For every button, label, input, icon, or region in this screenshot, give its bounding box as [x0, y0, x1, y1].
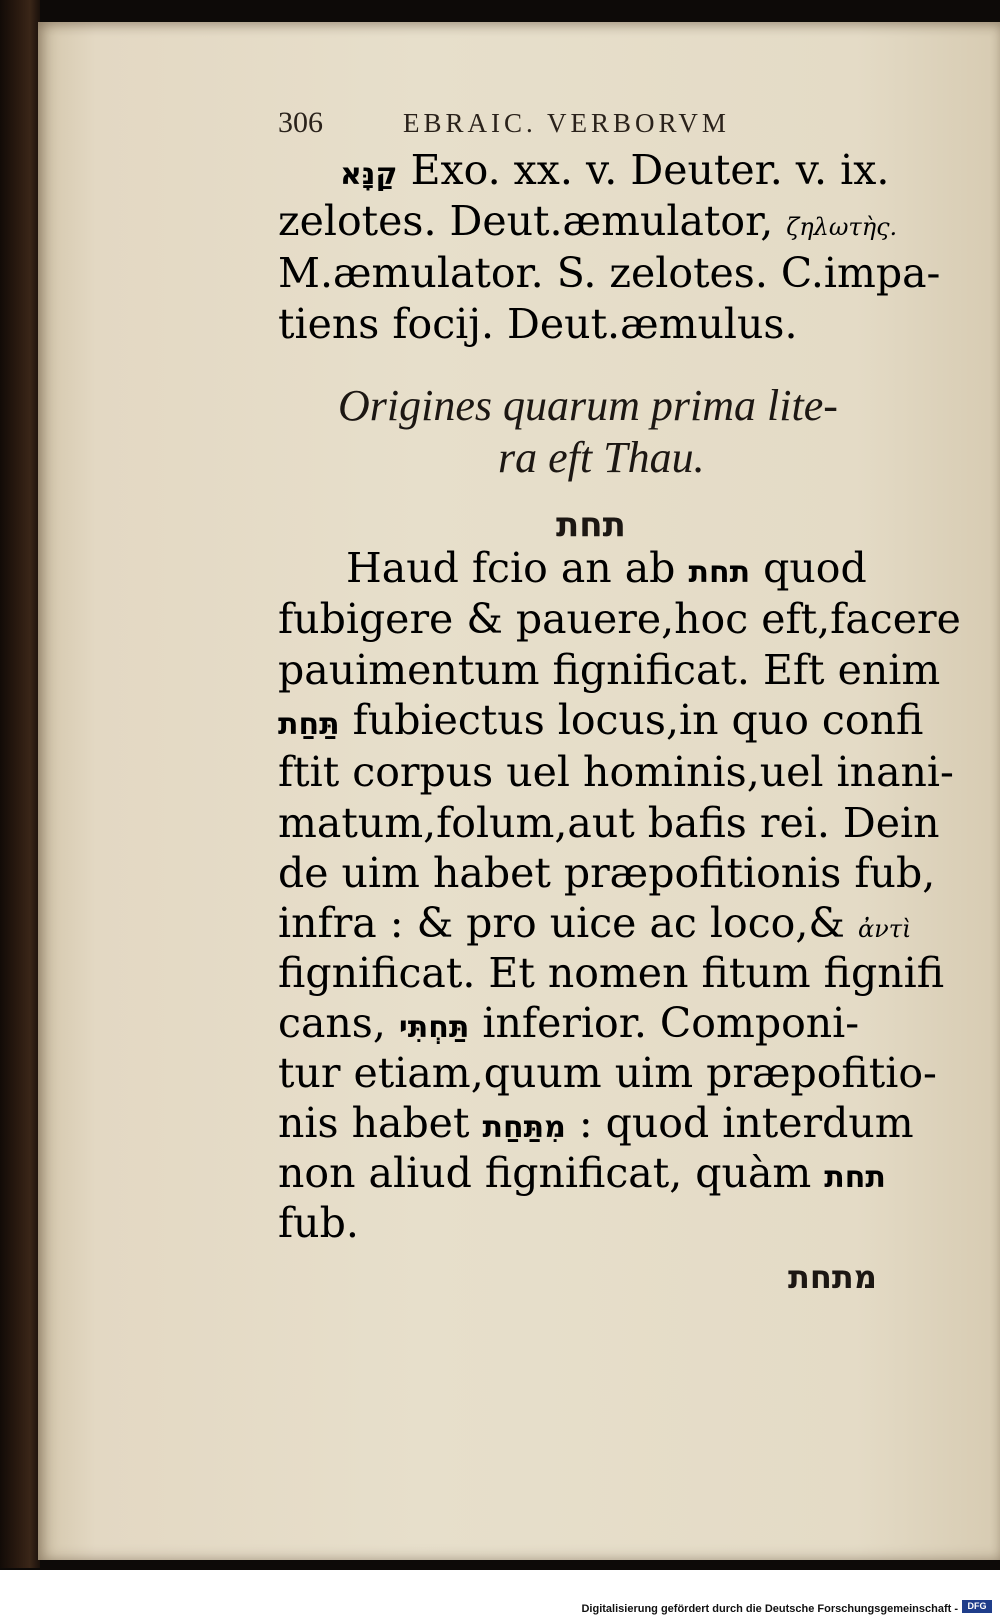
body-line-text: Haud fcio an ab — [346, 544, 689, 592]
body-line-text: ftit corpus uel hominis,uel inani- — [278, 748, 954, 796]
dfg-logo-icon: DFG — [962, 1600, 992, 1613]
hebrew-word: מִתַּחַת — [482, 1110, 566, 1145]
footer-credit: Digitalisierung gefördert durch die Deutsche Forschungsgemeinschaft - — [581, 1603, 958, 1615]
entry-line-text: tiens focij. Deut.æmulus. — [278, 300, 798, 348]
body-line — [278, 899, 912, 947]
body-line — [278, 999, 860, 1047]
body-line-text: fignificat. Et nomen fitum fignifi — [278, 949, 945, 997]
hebrew-word: תחת — [824, 1160, 886, 1195]
body-line — [278, 748, 954, 796]
body-line — [278, 646, 941, 694]
greek-word: ζηλωτὴς. — [786, 213, 898, 241]
page-number: 306 — [278, 106, 323, 139]
body-line-text: non aliud fignificat, quàm — [278, 1149, 825, 1197]
body-line — [278, 849, 936, 897]
hebrew-word: תחת — [688, 555, 751, 590]
section-heading-line-1: Origines quarum prima lite- — [338, 381, 838, 430]
body-line — [278, 1149, 886, 1197]
running-head-title: EBRAIC. VERBORVM — [403, 108, 730, 138]
body-line — [278, 595, 961, 643]
body-line — [278, 949, 945, 997]
body-line-text: pauimentum fignificat. Eft enim — [278, 646, 941, 694]
body-line-text: cans, — [278, 999, 399, 1047]
entry-line — [278, 249, 941, 297]
body-line-text: fubiectus locus,in quo confi — [339, 696, 924, 744]
entry-line — [278, 197, 898, 245]
body-line-text: tur etiam,quum uim præpofitio- — [278, 1049, 937, 1097]
entry-line — [340, 146, 890, 194]
body-line-text: nis habet — [278, 1099, 483, 1147]
body-line — [278, 696, 924, 744]
catchword: מתחת — [788, 1258, 877, 1296]
running-head — [278, 106, 838, 146]
entry-line-text: Exo. xx. v. Deuter. v. ix. — [397, 146, 890, 194]
book-binding-edge — [0, 0, 40, 1568]
body-line-text: : quod interdum — [565, 1099, 914, 1147]
body-line — [278, 799, 940, 847]
section-heading-line-2: ra eft Thau. — [498, 433, 705, 482]
entry-line-text: zelotes. Deut.æmulator, — [278, 197, 787, 245]
hebrew-word: תַּחְתִּי — [398, 1010, 470, 1045]
body-line-text: de uim habet præpofitionis fub, — [278, 849, 936, 897]
body-line — [278, 1049, 937, 1097]
body-line — [278, 1099, 914, 1147]
body-line-text: quod — [750, 544, 867, 592]
body-line-text: matum,folum,aut bafis rei. Dein — [278, 799, 940, 847]
body-line — [346, 544, 867, 592]
hebrew-word: קַנָּא — [340, 157, 398, 192]
hebrew-word: תַּחַת — [278, 707, 340, 742]
body-line-text: fubigere & pauere,hoc eft,facere — [278, 595, 961, 643]
greek-word: ἀντὶ — [857, 915, 912, 943]
lemma-heading: תחת — [556, 505, 626, 545]
entry-line — [278, 300, 798, 348]
body-line-text: fub. — [278, 1199, 359, 1247]
body-line-text: infra : & pro uice ac loco,& — [278, 899, 858, 947]
body-line-text: inferior. Componi- — [469, 999, 860, 1047]
body-line — [278, 1199, 359, 1247]
entry-line-text: M.æmulator. S. zelotes. C.impa- — [278, 249, 941, 297]
